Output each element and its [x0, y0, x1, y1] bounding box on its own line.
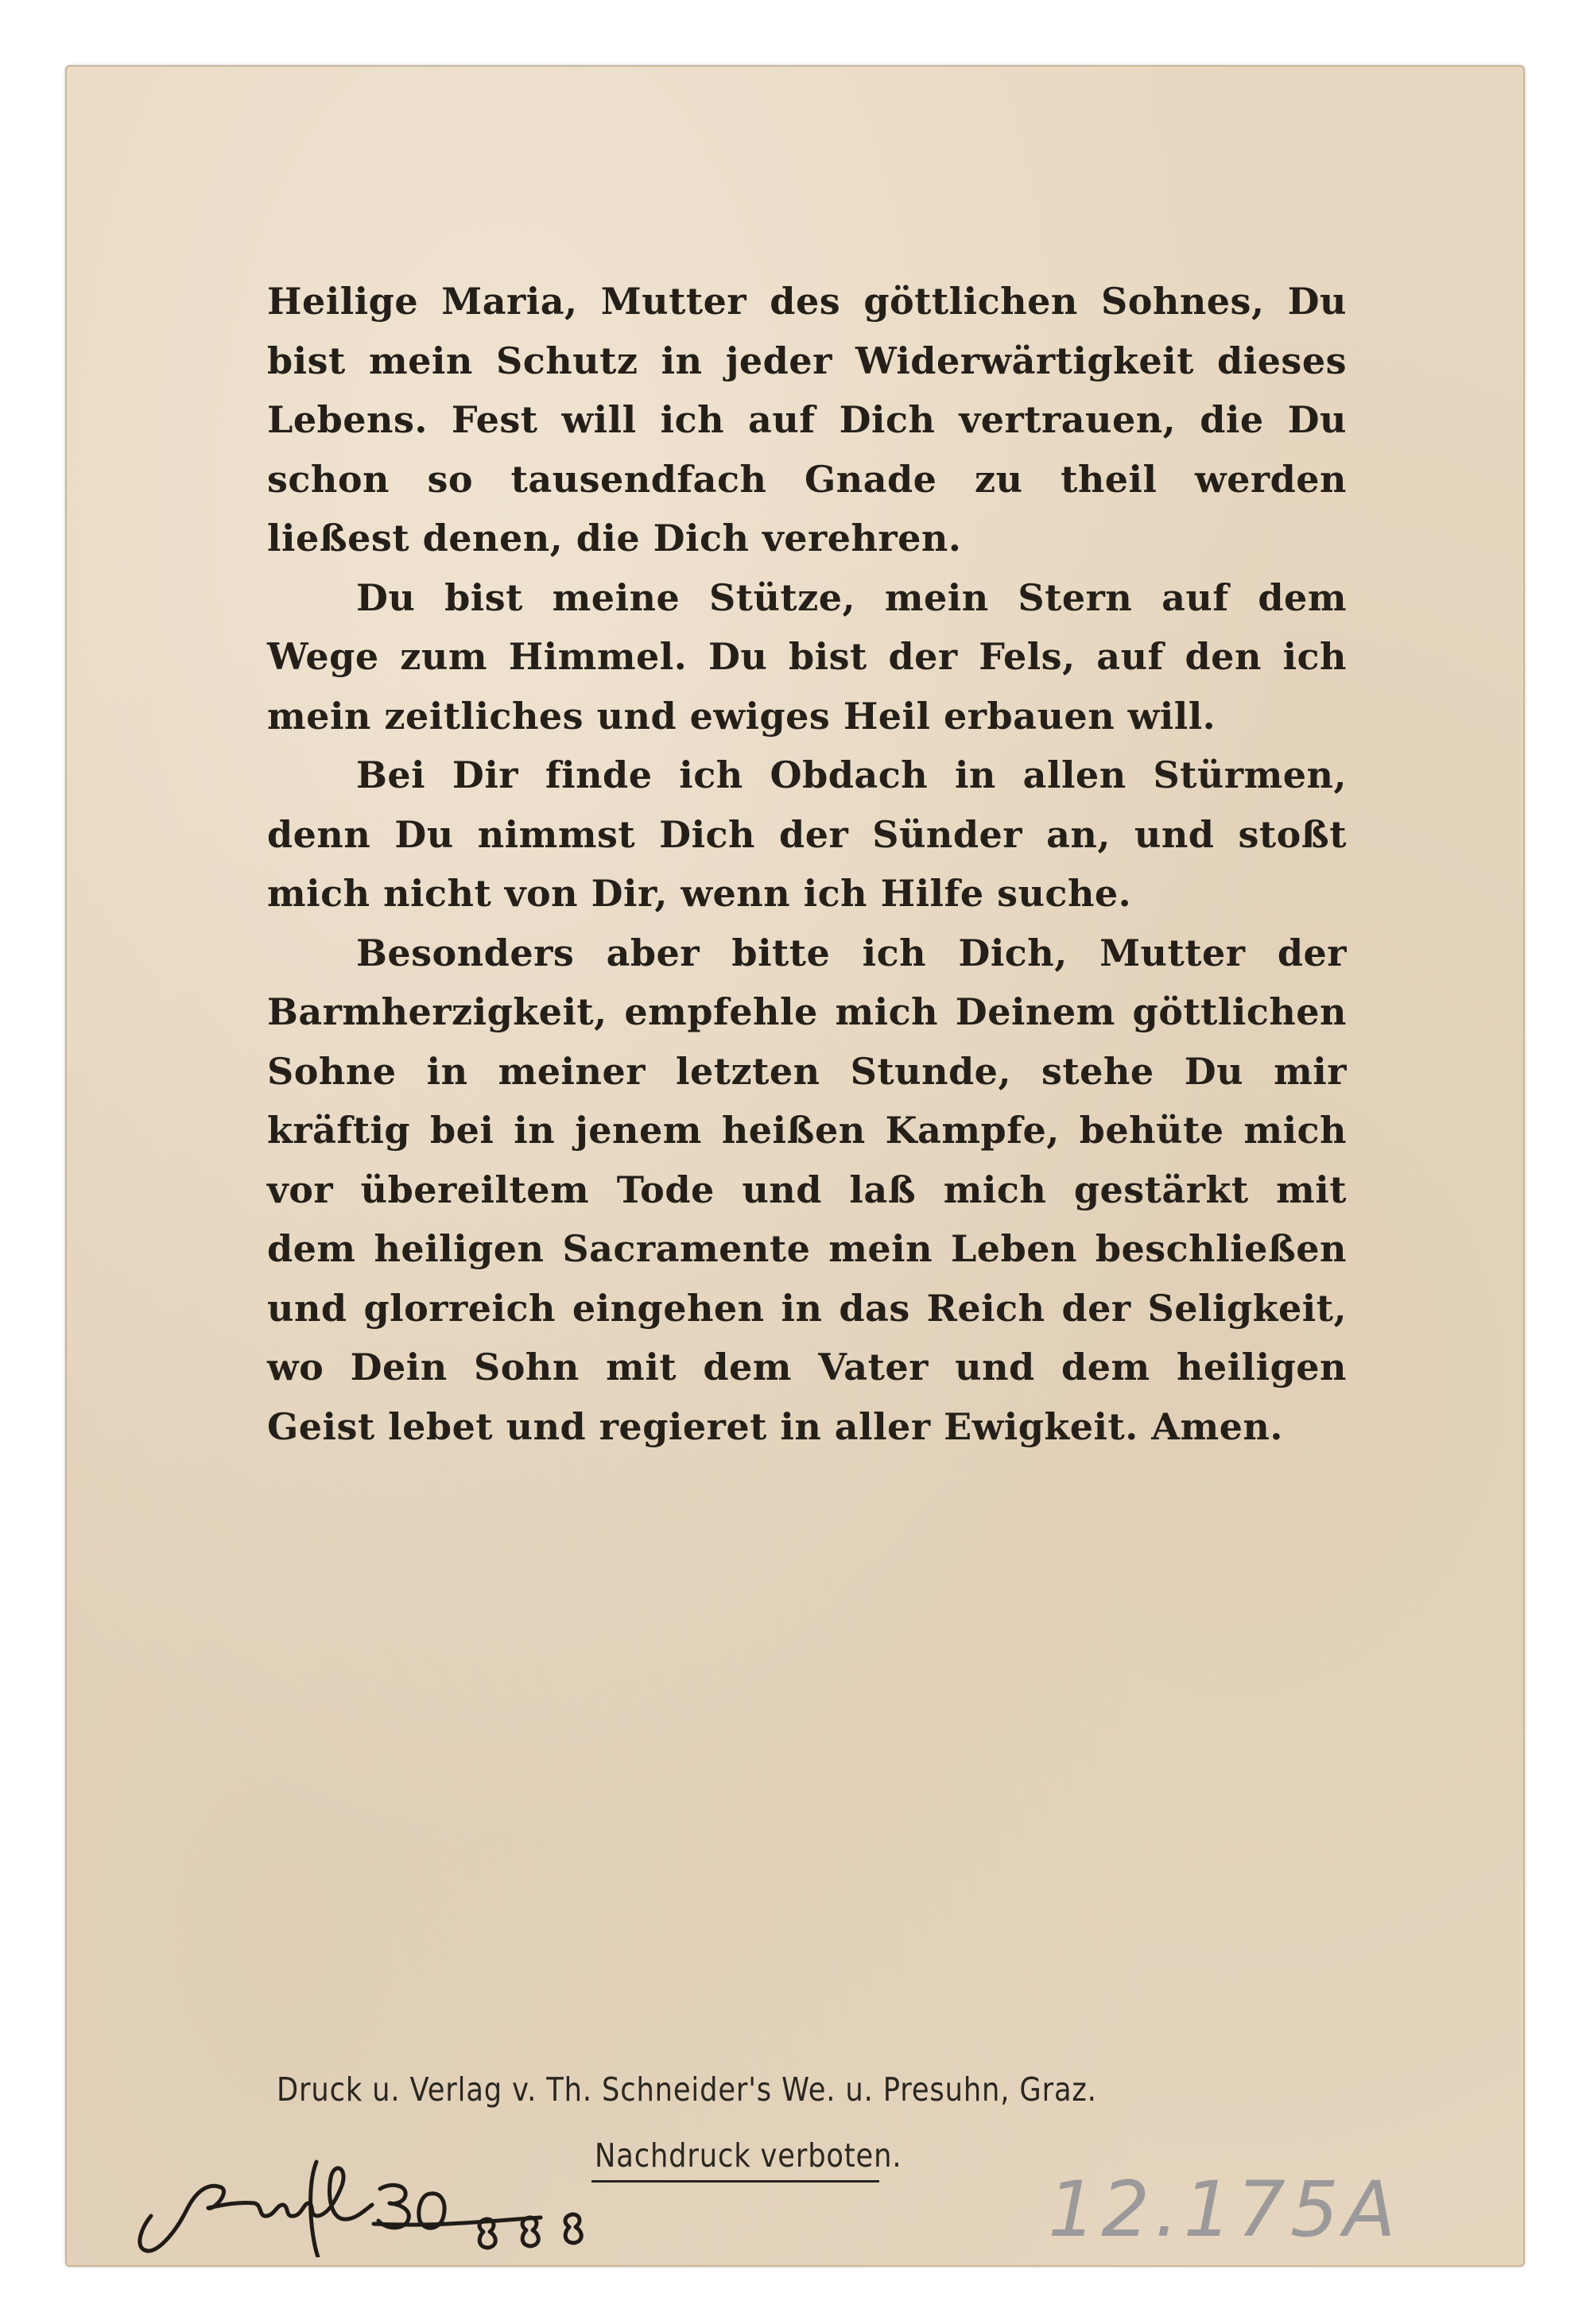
pencil-inventory-number: 12.175A: [1048, 2165, 1401, 2254]
handwritten-ink-note: [119, 2138, 874, 2257]
prayer-paragraph-2: Du bist meine Stütze, mein Stern auf dem Wege zum Himmel. Du bist der Fels, auf den ich mein zeitliches und ewiges Heil erbauen will.: [267, 575, 1347, 738]
prayer-paragraph-4: Besonders aber bitte ich Dich, Mutter der Barmherzigkeit, empfehle mich Deinem göttlichen Sohne in meiner letzten Stunde, stehe Du mir kräftig bei in jenem heißen Kampfe, behüte mich vor übereiltem Tode und laß mich gestärkt mit dem heiligen Sacramente mein Leben beschließen und glorreich eingehen in das Reich der Seligkeit, wo Dein Sohn mit dem Vater und dem heiligen Geist lebet und regieret in aller Ewigkeit. Amen.: [267, 931, 1347, 1448]
prayer-text: [267, 272, 1347, 1456]
prayer-paragraph-3: Bei Dir finde ich Obdach in allen Stürmen, denn Du nimmst Dich der Sünder an, und stoßt mich nicht von Dir, wenn ich Hilfe suche.: [267, 753, 1347, 915]
reprint-notice: Nachdruck verboten.: [595, 2136, 902, 2175]
printer-imprint: Druck u. Verlag v. Th. Schneider's We. u. Presuhn, Graz.: [277, 2070, 1097, 2109]
prayer-paragraph-1: Heilige Maria, Mutter des göttlichen Sohnes, Du bist mein Schutz in jeder Widerwärtigkeit dieses Lebens. Fest will ich auf Dich vertrauen, die Du schon so tausendfach Gnade zu theil werden ließest denen, die Dich verehren.: [267, 280, 1347, 560]
